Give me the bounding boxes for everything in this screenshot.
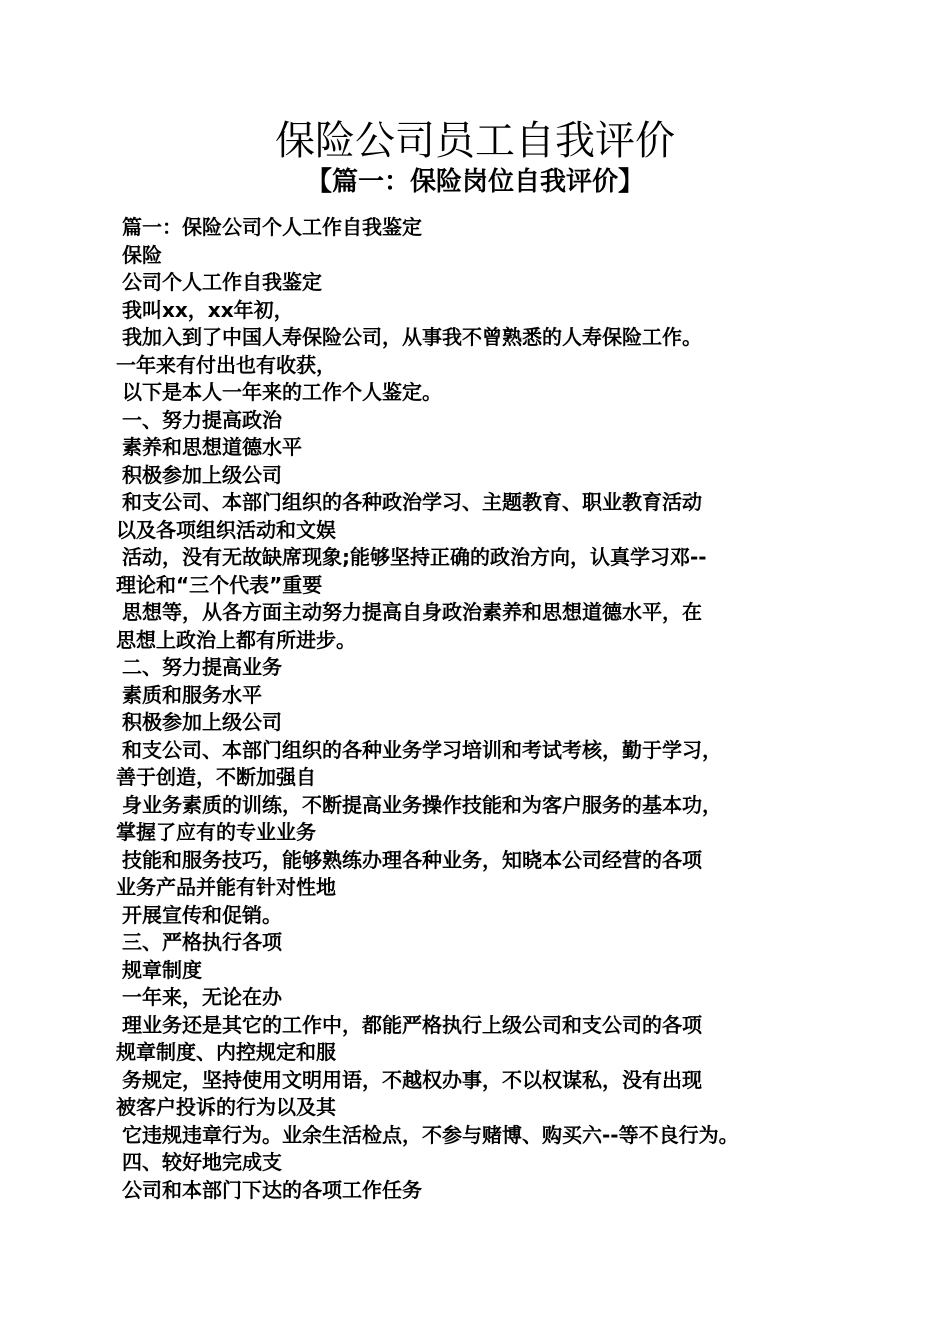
document-title: 保险公司员工自我评价	[275, 118, 675, 164]
body-line: 掌握了应有的专业业务	[116, 820, 316, 844]
body-line: 一年来，无论在办	[122, 985, 282, 1009]
body-line: 我加入到了中国人寿保险公司，从事我不曾熟悉的人寿保险工作。	[122, 325, 702, 349]
body-line: 四、较好地完成支	[122, 1150, 282, 1174]
body-line: 素质和服务水平	[122, 682, 262, 707]
body-line: 素养和思想道德水平	[122, 435, 302, 459]
body-line: 技能和服务技巧，能够熟练办理各种业务，知晓本公司经营的各项	[122, 847, 702, 872]
body-line: 公司和本部门下达的各项工作任务	[122, 1177, 422, 1202]
body-line: 一、努力提高政治	[122, 407, 282, 432]
body-line: 公司个人工作自我鉴定	[122, 270, 322, 294]
body-line: 一年来有付出也有收获，	[116, 352, 336, 377]
body-line: 善于创造，不断加强自	[116, 765, 316, 789]
body-line: 理业务还是其它的工作中，都能严格执行上级公司和支公司的各项	[122, 1012, 702, 1037]
body-line: 开展宣传和促销。	[122, 902, 282, 927]
body-line: 以下是本人一年来的工作个人鉴定。	[122, 380, 442, 404]
body-line: 身业务素质的训练，不断提高业务操作技能和为客户服务的基本功，	[122, 792, 722, 817]
body-line: 业务产品并能有针对性地	[116, 875, 336, 899]
body-line: 积极参加上级公司	[122, 462, 282, 487]
body-line: 三、严格执行各项	[122, 930, 282, 954]
document-body	[0, 214, 950, 1204]
body-line: 和支公司、本部门组织的各种政治学习、主题教育、职业教育活动	[122, 490, 702, 514]
body-line: 以及各项组织活动和文娱	[116, 517, 336, 542]
body-line: 思想上政治上都有所进步。	[116, 627, 356, 652]
body-line: 它违规违章行为。业余生活检点，不参与赌博、购买六--等不良行为。	[122, 1122, 739, 1147]
body-line: 规章制度	[122, 957, 202, 982]
body-line: 保险	[122, 242, 162, 267]
body-line: 理论和“三个代表”重要	[116, 572, 323, 597]
document-subtitle: 【篇一：保险岗位自我评价】	[305, 167, 644, 197]
body-line: 规章制度、内控规定和服	[116, 1040, 336, 1064]
body-line: 积极参加上级公司	[122, 710, 282, 734]
body-line: 活动，没有无故缺席现象;能够坚持正确的政治方向，认真学习邓--	[122, 545, 707, 569]
body-line: 篇一：保险公司个人工作自我鉴定	[122, 215, 422, 239]
body-line: 思想等，从各方面主动努力提高自身政治素养和思想道德水平，在	[122, 600, 702, 624]
body-line: 被客户投诉的行为以及其	[116, 1095, 336, 1119]
body-line: 和支公司、本部门组织的各种业务学习培训和考试考核，勤于学习，	[122, 737, 722, 762]
body-line: 二、努力提高业务	[122, 655, 282, 679]
body-line: 务规定，坚持使用文明用语，不越权办事，不以权谋私，没有出现	[122, 1067, 702, 1092]
body-line: 我叫xx，xx年初，	[122, 297, 294, 322]
